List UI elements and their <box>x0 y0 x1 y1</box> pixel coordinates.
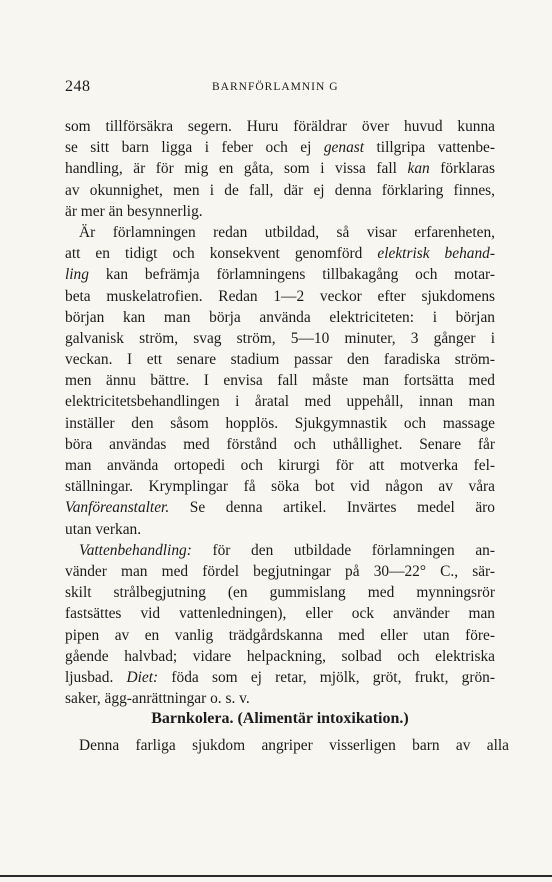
section-first-line: Denna farliga sjukdom angriper visserligen barn av alla <box>79 737 509 754</box>
text-line: ling kan befrämja förlamningens tillbakagång och motar- <box>65 266 495 284</box>
body-text <box>65 116 495 709</box>
text-line: se sitt barn ligga i feber och ej genast tillgripa vattenbe- <box>65 139 495 157</box>
text-line: Vanföreanstalter. Se denna artikel. Invärtes medel äro <box>65 499 495 517</box>
text-line: gående halvbad; vidare helpackning, solbad och elektriska <box>65 647 495 665</box>
text-line: beta muskelatrofien. Redan 1—2 veckor efter sjukdomens <box>65 287 495 305</box>
text-line: galvanisk ström, svag ström, 5—10 minuter, 3 gånger i <box>65 329 495 347</box>
text-line: handling, är för mig en gåta, som i vissa fall kan förklaras <box>65 160 495 178</box>
text-line: men ännu bättre. I envisa fall måste man fortsätta med <box>65 372 495 390</box>
text-line: böra användas med förstånd och uthållighet. Senare får <box>65 435 495 453</box>
text-line: början kan man börja använda elektriciteten: i början <box>65 308 495 326</box>
text-line: pipen av en vanlig trädgårdskanna med eller utan före- <box>65 626 495 644</box>
text-line: fastsättes vid vattenledningen), eller ock använder man <box>65 605 495 623</box>
page-number: 248 <box>65 78 91 95</box>
text-line: man använda ortopedi och kirurgi för att motverka fel- <box>65 457 495 474</box>
text-line: ljusbad. Diet: föda som ej retar, mjölk, gröt, frukt, grön- <box>65 668 495 686</box>
text-line: Är förlamningen redan utbildad, så visar erfarenheten, <box>79 223 495 241</box>
page-bottom-rule <box>0 875 552 877</box>
text-line: är mer än besynnerlig. <box>65 202 203 220</box>
text-line: veckan. I ett senare stadium passar den faradiska ström- <box>65 351 495 369</box>
text-line: Vattenbehandling: för den utbildade förlamningen an- <box>79 541 495 559</box>
text-line: inställer den såsom hopplös. Sjukgymnastik och massage <box>65 414 495 432</box>
text-line: av okunnighet, men i de fall, där ej denna förklaring finnes, <box>65 181 495 199</box>
text-line: elektricitetsbehandlingen i åratal med uppehåll, innan man <box>65 393 495 411</box>
text-line: ställningar. Krymplingar få söka bot vid någon av våra <box>65 478 495 496</box>
text-line: som tillförsäkra segern. Huru föräldrar över huvud kunna <box>65 118 495 135</box>
text-line: saker, ägg-anrättningar o. s. v. <box>65 690 250 708</box>
section-heading: Barnkolera. (Alimentär intoxikation.) <box>151 710 409 727</box>
text-line: vänder man med fördel begjutningar på 30—22° C., sär- <box>65 562 495 580</box>
text-line: skilt strålbegjutning (en gummislang med mynningsrör <box>65 584 495 602</box>
running-head: BARNFÖRLAMNIN G <box>212 81 339 93</box>
text-line: att en tidigt och konsekvent genomförd elektrisk behand- <box>65 245 495 263</box>
text-line: utan verkan. <box>65 520 142 538</box>
